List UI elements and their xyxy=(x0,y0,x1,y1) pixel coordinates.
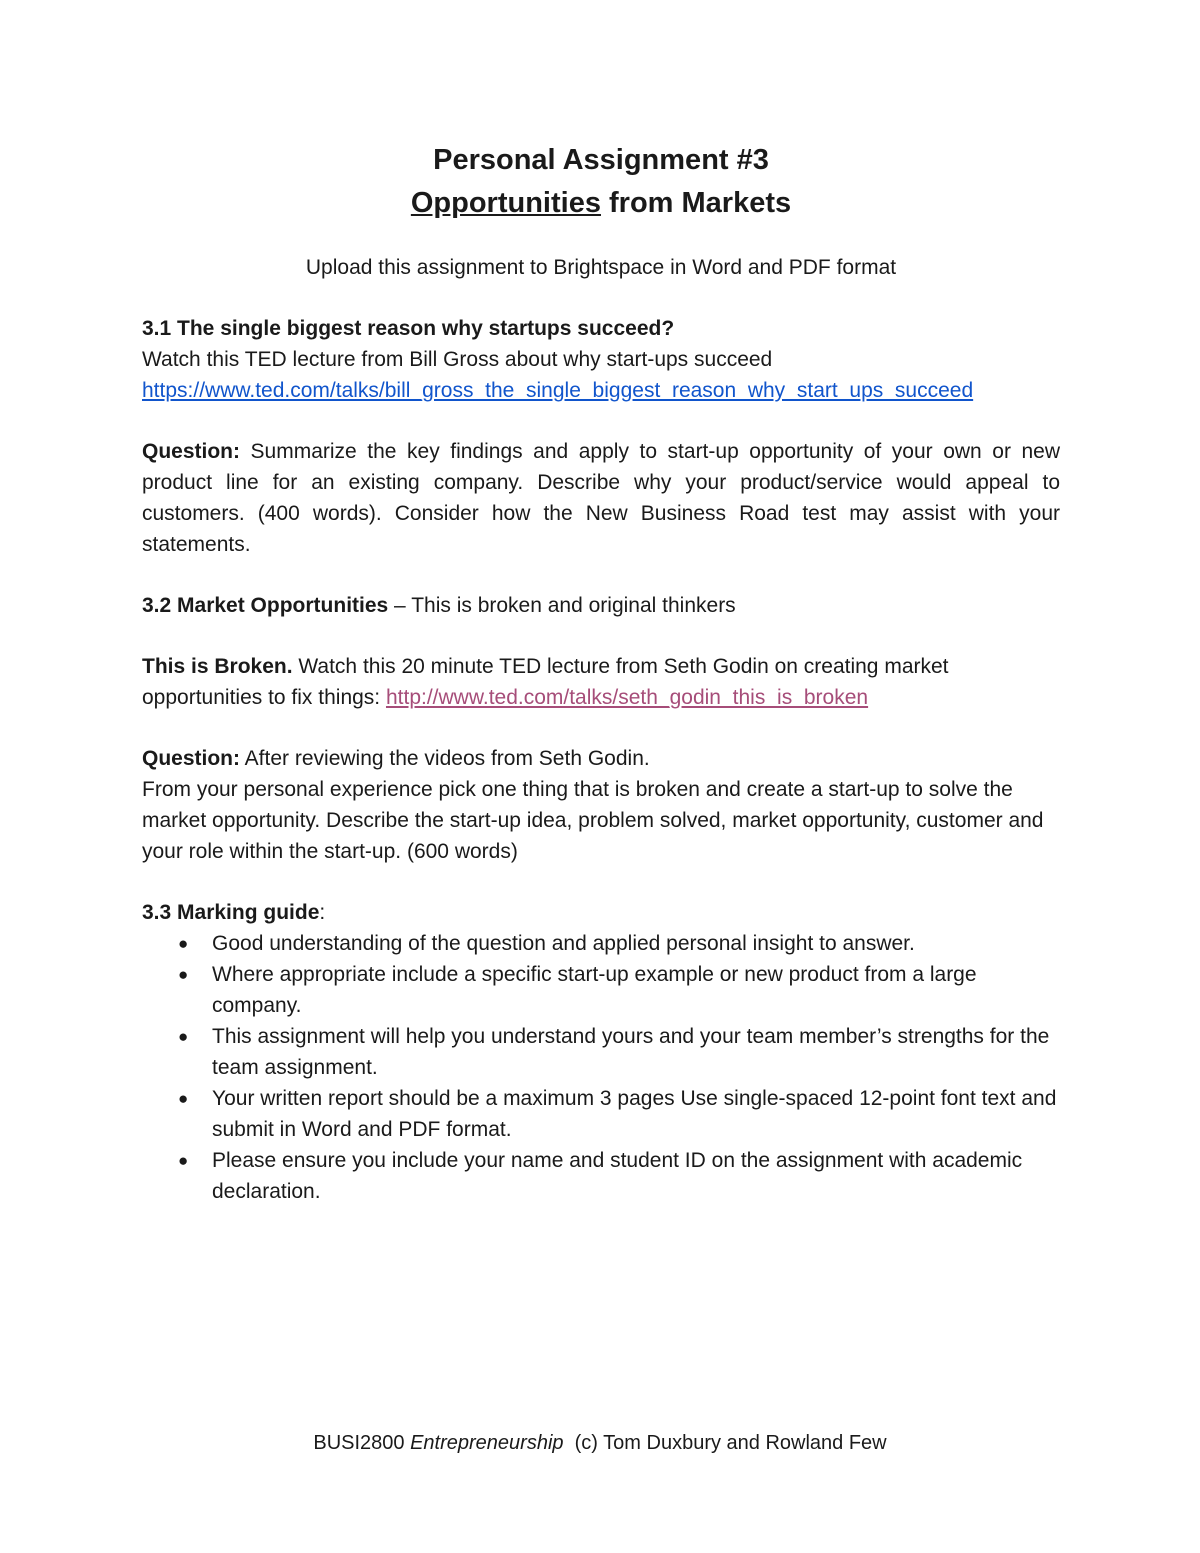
section-3-1-intro: Watch this TED lecture from Bill Gross about why start-ups succeed xyxy=(142,348,773,371)
footer-course-code: BUSI2800 xyxy=(313,1432,411,1454)
upload-note: Upload this assignment to Brightspace in Word and PDF format xyxy=(305,256,897,279)
footer-course-name: Entrepreneurship xyxy=(410,1432,564,1454)
section-3-1-question xyxy=(142,436,1060,560)
section-3-1 xyxy=(142,313,1060,406)
section-3-2-question-line xyxy=(142,743,1060,774)
bullet-icon: ● xyxy=(178,934,189,953)
section-3-3-heading-colon: : xyxy=(319,901,326,924)
bullet-icon: ● xyxy=(178,965,189,984)
bullet-icon: ● xyxy=(178,1027,189,1046)
section-3-2-heading-line xyxy=(142,590,1060,621)
section-3-2-heading: 3.2 Market Opportunities xyxy=(142,594,389,617)
title-block xyxy=(142,138,1060,224)
bullet-icon: ● xyxy=(178,1151,189,1170)
section-3-2-heading-rest: – This is broken and original thinkers xyxy=(388,594,736,617)
page-footer xyxy=(0,1428,1200,1458)
section-3-3-heading: 3.3 Marking guide xyxy=(142,901,320,924)
subtitle-underlined: Opportunities xyxy=(410,187,601,219)
list-item xyxy=(142,1021,1060,1083)
list-item-text: Where appropriate include a specific start-up example or new product from a large company. xyxy=(212,963,977,1017)
seth-godin-ted-link[interactable]: http://www.ted.com/talks/seth_godin_this_is_broken xyxy=(385,686,869,709)
list-item-text: Your written report should be a maximum 3 pages Use single-spaced 12-point font text and submit in Word and PDF format. xyxy=(212,1087,1057,1141)
list-item xyxy=(142,1083,1060,1145)
document-body xyxy=(142,138,1060,1207)
bullet-icon: ● xyxy=(178,1089,189,1108)
list-item xyxy=(142,959,1060,1021)
subtitle-rest: from Markets xyxy=(600,187,792,219)
question-label: Question: xyxy=(142,747,240,770)
bill-gross-ted-link[interactable]: https://www.ted.com/talks/bill_gross_the_single_biggest_reason_why_start_ups_succeed xyxy=(142,379,974,402)
list-item xyxy=(142,928,1060,959)
question-text: Summarize the key findings and apply to start-up opportunity of your own or new product line for an existing company. Describe why your product/service would appeal to customers. (400 words). Consider how the New Business Road test may assist with your statements. xyxy=(142,440,1060,556)
question-text: After reviewing the videos from Seth Godin. xyxy=(240,747,650,770)
list-item-text: Good understanding of the question and applied personal insight to answer. xyxy=(212,932,915,955)
list-item xyxy=(142,1145,1060,1207)
footer-credit: (c) Tom Duxbury and Rowland Few xyxy=(563,1432,887,1454)
this-is-broken-text: Watch this 20 minute TED lecture from Seth Godin on creating market opportunities to fix things: xyxy=(142,655,949,709)
section-3-3-heading-line xyxy=(142,897,1060,928)
section-3-1-heading: 3.1 The single biggest reason why startups succeed? xyxy=(142,317,675,340)
section-3-3 xyxy=(142,897,1060,1207)
this-is-broken-paragraph xyxy=(142,651,1060,713)
list-item-text: This assignment will help you understand yours and your team member’s strengths for the team assignment. xyxy=(212,1025,1050,1079)
marking-guide-list xyxy=(142,928,1060,1207)
section-3-1-link-wrap xyxy=(142,375,1060,406)
list-item-text: Please ensure you include your name and student ID on the assignment with academic declaration. xyxy=(212,1149,1023,1203)
question-label: Question: xyxy=(142,440,240,463)
section-3-2-question-detail: From your personal experience pick one thing that is broken and create a start-up to solve the market opportunity. Describe the start-up idea, problem solved, market opportunity, customer and your role within the start-up. (600 words) xyxy=(142,778,1044,863)
page-title: Personal Assignment #3 xyxy=(433,144,769,176)
this-is-broken-label: This is Broken. xyxy=(142,655,293,678)
section-3-2-question xyxy=(142,743,1060,867)
page-subtitle xyxy=(142,182,1060,224)
